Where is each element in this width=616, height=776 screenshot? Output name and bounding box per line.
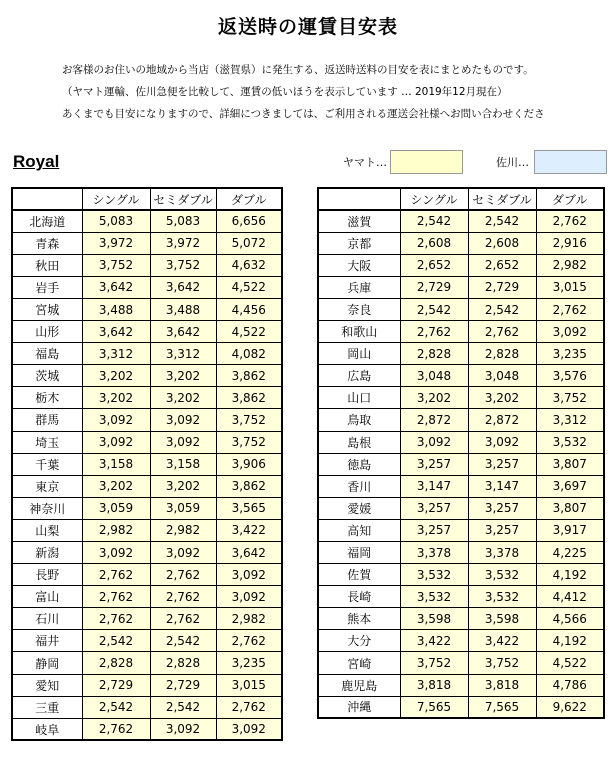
double-price-cell: 4,522 (536, 652, 604, 674)
single-price-cell: 7,565 (400, 696, 468, 718)
double-price-cell: 4,566 (536, 608, 604, 630)
semi-double-price-cell: 3,092 (150, 431, 216, 453)
single-price-cell: 3,422 (400, 630, 468, 652)
table-row (318, 630, 604, 652)
table-row (318, 232, 604, 254)
semi-double-price-cell: 3,257 (468, 519, 536, 541)
prefecture-cell: 静岡 (12, 652, 82, 674)
prefecture-cell: 群馬 (12, 409, 82, 431)
description-line-1: お客様のお住いの地域から当店（滋賀県）に発生する、返送時送料の目安を表にまとめたものです。 (62, 64, 534, 76)
double-price-cell: 4,192 (536, 630, 604, 652)
prefecture-cell: 鹿児島 (318, 674, 400, 696)
semi-double-price-cell: 3,202 (150, 365, 216, 387)
semi-double-price-cell: 3,532 (468, 564, 536, 586)
header-double: ダブル (216, 188, 282, 210)
table-row (12, 542, 282, 564)
double-price-cell: 4,412 (536, 586, 604, 608)
prefecture-cell: 福井 (12, 630, 82, 652)
prefecture-cell: 佐賀 (318, 564, 400, 586)
semi-double-price-cell: 2,982 (150, 519, 216, 541)
single-price-cell: 3,092 (82, 542, 150, 564)
double-price-cell: 3,565 (216, 497, 282, 519)
double-price-cell: 4,225 (536, 542, 604, 564)
double-price-cell: 4,082 (216, 343, 282, 365)
header-single: シングル (400, 188, 468, 210)
prefecture-cell: 新潟 (12, 542, 82, 564)
prefecture-cell: 大阪 (318, 254, 400, 276)
table-row (318, 674, 604, 696)
table-row (12, 652, 282, 674)
table-row (318, 519, 604, 541)
semi-double-price-cell: 3,202 (150, 475, 216, 497)
single-price-cell: 2,729 (82, 674, 150, 696)
table-row (318, 298, 604, 320)
single-price-cell: 2,762 (400, 321, 468, 343)
table-row (12, 232, 282, 254)
header-single: シングル (82, 188, 150, 210)
single-price-cell: 3,598 (400, 608, 468, 630)
header-semi-double: セミダブル (150, 188, 216, 210)
table-row (318, 564, 604, 586)
semi-double-price-cell: 3,059 (150, 497, 216, 519)
prefecture-cell: 福岡 (318, 542, 400, 564)
table-row (12, 586, 282, 608)
table-row (12, 365, 282, 387)
table-row (318, 696, 604, 718)
double-price-cell: 4,522 (216, 321, 282, 343)
description-line-3: あくまでも目安になりますので、詳細につきましては、ご利用される運送会社様へお問い合わせくださ (62, 108, 545, 120)
semi-double-price-cell: 5,083 (150, 210, 216, 232)
table-row (318, 210, 604, 232)
prefecture-cell: 秋田 (12, 254, 82, 276)
prefecture-cell: 福島 (12, 343, 82, 365)
semi-double-price-cell: 2,762 (468, 321, 536, 343)
single-price-cell: 2,762 (82, 608, 150, 630)
table-row (12, 453, 282, 475)
semi-double-price-cell: 2,729 (468, 276, 536, 298)
prefecture-cell: 富山 (12, 586, 82, 608)
single-price-cell: 3,158 (82, 453, 150, 475)
description-line-2: （ヤマト運輸、佐川急便を比較して、運賃の低いほうを表示しています … 2019年12月現在） (62, 86, 508, 98)
single-price-cell: 3,202 (82, 365, 150, 387)
double-price-cell: 6,656 (216, 210, 282, 232)
single-price-cell: 2,652 (400, 254, 468, 276)
prefecture-cell: 長野 (12, 564, 82, 586)
semi-double-price-cell: 2,542 (468, 210, 536, 232)
table-row (12, 497, 282, 519)
semi-double-price-cell: 3,752 (468, 652, 536, 674)
semi-double-price-cell: 3,972 (150, 232, 216, 254)
legend-sagawa-label: 佐川… (496, 156, 529, 169)
prefecture-cell: 奈良 (318, 298, 400, 320)
semi-double-price-cell: 2,762 (150, 586, 216, 608)
semi-double-price-cell: 3,202 (150, 387, 216, 409)
table-header-row (12, 188, 282, 210)
table-row (318, 276, 604, 298)
table-row (318, 387, 604, 409)
prefecture-cell: 石川 (12, 608, 82, 630)
prefecture-cell: 埼玉 (12, 431, 82, 453)
single-price-cell: 3,818 (400, 674, 468, 696)
table-row (318, 321, 604, 343)
prefecture-cell: 茨城 (12, 365, 82, 387)
double-price-cell: 2,762 (216, 696, 282, 718)
double-price-cell: 2,916 (536, 232, 604, 254)
semi-double-price-cell: 2,542 (468, 298, 536, 320)
double-price-cell: 3,092 (216, 564, 282, 586)
header-semi-double: セミダブル (468, 188, 536, 210)
single-price-cell: 3,642 (82, 276, 150, 298)
left-rate-table (11, 187, 283, 741)
semi-double-price-cell: 2,652 (468, 254, 536, 276)
single-price-cell: 3,147 (400, 475, 468, 497)
table-row (12, 276, 282, 298)
single-price-cell: 3,257 (400, 453, 468, 475)
semi-double-price-cell: 3,752 (150, 254, 216, 276)
prefecture-cell: 岐阜 (12, 718, 82, 740)
prefecture-cell: 兵庫 (318, 276, 400, 298)
single-price-cell: 3,092 (400, 431, 468, 453)
prefecture-cell: 岩手 (12, 276, 82, 298)
double-price-cell: 3,906 (216, 453, 282, 475)
table-row (318, 343, 604, 365)
semi-double-price-cell: 2,729 (150, 674, 216, 696)
semi-double-price-cell: 2,542 (150, 696, 216, 718)
semi-double-price-cell: 3,378 (468, 542, 536, 564)
prefecture-cell: 長崎 (318, 586, 400, 608)
table-row (12, 696, 282, 718)
semi-double-price-cell: 3,257 (468, 453, 536, 475)
double-price-cell: 3,862 (216, 475, 282, 497)
table-row (318, 475, 604, 497)
table-row (318, 453, 604, 475)
single-price-cell: 3,092 (82, 409, 150, 431)
semi-double-price-cell: 2,542 (150, 630, 216, 652)
prefecture-cell: 高知 (318, 519, 400, 541)
single-price-cell: 3,202 (82, 475, 150, 497)
single-price-cell: 3,059 (82, 497, 150, 519)
semi-double-price-cell: 3,642 (150, 276, 216, 298)
single-price-cell: 2,542 (82, 696, 150, 718)
prefecture-cell: 広島 (318, 365, 400, 387)
double-price-cell: 4,786 (536, 674, 604, 696)
single-price-cell: 2,542 (400, 210, 468, 232)
semi-double-price-cell: 3,312 (150, 343, 216, 365)
double-price-cell: 3,015 (536, 276, 604, 298)
double-price-cell: 4,456 (216, 298, 282, 320)
table-row (12, 254, 282, 276)
double-price-cell: 3,862 (216, 365, 282, 387)
semi-double-price-cell: 2,872 (468, 409, 536, 431)
single-price-cell: 3,378 (400, 542, 468, 564)
double-price-cell: 3,015 (216, 674, 282, 696)
semi-double-price-cell: 3,092 (150, 718, 216, 740)
semi-double-price-cell: 7,565 (468, 696, 536, 718)
table-row (12, 431, 282, 453)
legend-sagawa-swatch (534, 150, 607, 174)
table-row (12, 475, 282, 497)
single-price-cell: 3,752 (82, 254, 150, 276)
semi-double-price-cell: 2,608 (468, 232, 536, 254)
table-row (318, 497, 604, 519)
semi-double-price-cell: 3,818 (468, 674, 536, 696)
legend-yamato-label: ヤマト… (343, 156, 387, 169)
table-row (12, 718, 282, 740)
single-price-cell: 3,202 (82, 387, 150, 409)
double-price-cell: 3,642 (216, 542, 282, 564)
double-price-cell: 2,762 (216, 630, 282, 652)
header-prefecture (12, 188, 82, 210)
single-price-cell: 2,982 (82, 519, 150, 541)
semi-double-price-cell: 3,048 (468, 365, 536, 387)
semi-double-price-cell: 3,532 (468, 586, 536, 608)
double-price-cell: 3,092 (536, 321, 604, 343)
single-price-cell: 2,762 (82, 718, 150, 740)
double-price-cell: 3,752 (536, 387, 604, 409)
double-price-cell: 3,092 (216, 718, 282, 740)
double-price-cell: 3,576 (536, 365, 604, 387)
double-price-cell: 3,422 (216, 519, 282, 541)
prefecture-cell: 山梨 (12, 519, 82, 541)
table-row (12, 298, 282, 320)
single-price-cell: 3,048 (400, 365, 468, 387)
prefecture-cell: 香川 (318, 475, 400, 497)
single-price-cell: 3,488 (82, 298, 150, 320)
double-price-cell: 4,522 (216, 276, 282, 298)
single-price-cell: 3,202 (400, 387, 468, 409)
prefecture-cell: 島根 (318, 431, 400, 453)
double-price-cell: 3,312 (536, 409, 604, 431)
semi-double-price-cell: 3,092 (150, 542, 216, 564)
semi-double-price-cell: 3,092 (468, 431, 536, 453)
semi-double-price-cell: 2,828 (150, 652, 216, 674)
prefecture-cell: 滋賀 (318, 210, 400, 232)
double-price-cell: 3,752 (216, 409, 282, 431)
table-row (12, 674, 282, 696)
table-row (318, 608, 604, 630)
semi-double-price-cell: 3,598 (468, 608, 536, 630)
single-price-cell: 3,972 (82, 232, 150, 254)
semi-double-price-cell: 3,202 (468, 387, 536, 409)
single-price-cell: 3,532 (400, 564, 468, 586)
page-title: 返送時の運賃目安表 (217, 16, 398, 38)
single-price-cell: 2,608 (400, 232, 468, 254)
semi-double-price-cell: 3,092 (150, 409, 216, 431)
single-price-cell: 2,542 (82, 630, 150, 652)
table-row (12, 210, 282, 232)
single-price-cell: 5,083 (82, 210, 150, 232)
double-price-cell: 2,762 (536, 210, 604, 232)
semi-double-price-cell: 3,147 (468, 475, 536, 497)
prefecture-cell: 愛媛 (318, 497, 400, 519)
table-row (318, 431, 604, 453)
table-row (12, 519, 282, 541)
header-double: ダブル (536, 188, 604, 210)
right-rate-table (317, 187, 605, 719)
table-row (12, 343, 282, 365)
semi-double-price-cell: 3,257 (468, 497, 536, 519)
table-row (12, 630, 282, 652)
prefecture-cell: 千葉 (12, 453, 82, 475)
prefecture-cell: 愛知 (12, 674, 82, 696)
single-price-cell: 2,542 (400, 298, 468, 320)
table-row (12, 409, 282, 431)
table-row (318, 542, 604, 564)
table-row (318, 409, 604, 431)
prefecture-cell: 和歌山 (318, 321, 400, 343)
double-price-cell: 3,092 (216, 586, 282, 608)
prefecture-cell: 三重 (12, 696, 82, 718)
table-row (318, 586, 604, 608)
header-prefecture (318, 188, 400, 210)
prefecture-cell: 栃木 (12, 387, 82, 409)
double-price-cell: 5,072 (216, 232, 282, 254)
table-row (12, 321, 282, 343)
double-price-cell: 4,632 (216, 254, 282, 276)
prefecture-cell: 大分 (318, 630, 400, 652)
double-price-cell: 9,622 (536, 696, 604, 718)
single-price-cell: 2,828 (82, 652, 150, 674)
prefecture-cell: 宮城 (12, 298, 82, 320)
prefecture-cell: 神奈川 (12, 497, 82, 519)
prefecture-cell: 沖縄 (318, 696, 400, 718)
double-price-cell: 3,532 (536, 431, 604, 453)
prefecture-cell: 鳥取 (318, 409, 400, 431)
semi-double-price-cell: 3,642 (150, 321, 216, 343)
table-row (318, 254, 604, 276)
prefecture-cell: 宮崎 (318, 652, 400, 674)
double-price-cell: 3,862 (216, 387, 282, 409)
semi-double-price-cell: 3,422 (468, 630, 536, 652)
double-price-cell: 3,807 (536, 453, 604, 475)
prefecture-cell: 東京 (12, 475, 82, 497)
prefecture-cell: 山口 (318, 387, 400, 409)
single-price-cell: 3,257 (400, 497, 468, 519)
double-price-cell: 3,697 (536, 475, 604, 497)
single-price-cell: 2,729 (400, 276, 468, 298)
table-row (318, 365, 604, 387)
double-price-cell: 3,752 (216, 431, 282, 453)
single-price-cell: 2,762 (82, 564, 150, 586)
single-price-cell: 2,762 (82, 586, 150, 608)
table-row (12, 608, 282, 630)
single-price-cell: 3,532 (400, 586, 468, 608)
double-price-cell: 3,807 (536, 497, 604, 519)
single-price-cell: 2,828 (400, 343, 468, 365)
single-price-cell: 3,312 (82, 343, 150, 365)
double-price-cell: 2,982 (536, 254, 604, 276)
single-price-cell: 3,642 (82, 321, 150, 343)
table-row (12, 564, 282, 586)
double-price-cell: 3,235 (216, 652, 282, 674)
table-row (318, 652, 604, 674)
semi-double-price-cell: 2,762 (150, 564, 216, 586)
prefecture-cell: 京都 (318, 232, 400, 254)
prefecture-cell: 徳島 (318, 453, 400, 475)
prefecture-cell: 岡山 (318, 343, 400, 365)
prefecture-cell: 北海道 (12, 210, 82, 232)
brand-label: Royal (13, 152, 60, 171)
prefecture-cell: 熊本 (318, 608, 400, 630)
double-price-cell: 3,917 (536, 519, 604, 541)
prefecture-cell: 山形 (12, 321, 82, 343)
table-header-row (318, 188, 604, 210)
legend-yamato-swatch (390, 150, 463, 174)
double-price-cell: 2,762 (536, 298, 604, 320)
double-price-cell: 3,235 (536, 343, 604, 365)
table-row (12, 387, 282, 409)
single-price-cell: 2,872 (400, 409, 468, 431)
double-price-cell: 4,192 (536, 564, 604, 586)
semi-double-price-cell: 3,158 (150, 453, 216, 475)
semi-double-price-cell: 3,488 (150, 298, 216, 320)
semi-double-price-cell: 2,828 (468, 343, 536, 365)
prefecture-cell: 青森 (12, 232, 82, 254)
single-price-cell: 3,257 (400, 519, 468, 541)
single-price-cell: 3,752 (400, 652, 468, 674)
double-price-cell: 2,982 (216, 608, 282, 630)
single-price-cell: 3,092 (82, 431, 150, 453)
semi-double-price-cell: 2,762 (150, 608, 216, 630)
